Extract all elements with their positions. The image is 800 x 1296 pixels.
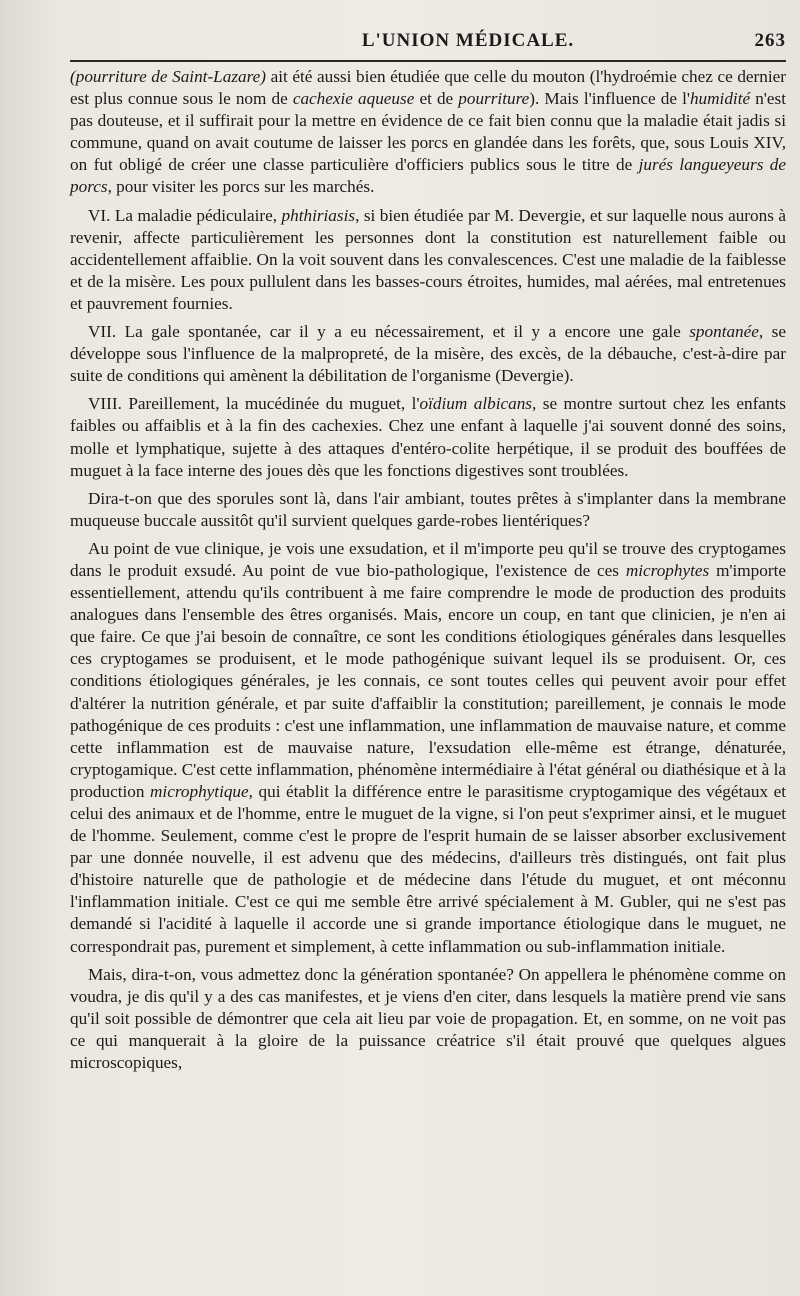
italic-run: oïdium albicans: [419, 394, 532, 414]
italic-run: phthiriasis: [281, 205, 356, 225]
paragraph-final: [70, 964, 786, 1074]
text-run: m'importe essentiellement, attendu qu'ils contribuent à me faire comprendre le mode de production des produits analogues dans l'ensemble des êtres organisés. Mais, encore un coup, en tant que clinicien, je n'en ai que faire. Ce que j'ai besoin de connaître, ce sont les conditions étiologiques générales dans lesquelles ces cryptogames se produisent, et le mode pathogénique suivant lequel ils se produisent. Or, ces conditions étiologiques générales, je les connais, ce sont toutes celles qui peuvent avoir pour effet d'altérer la nutrition générale, et par suite d'affaiblir la constitution; pareillement, je connais le mode pathogénique de ces produits : c'est une inflammation, une inflammation de mauvaise nature, et comme cette inflammation est de mauvaise nature, l'exsudation elle-même est étrange, dénaturée, cryptogamique. C'est cette inflammation, phénomène intermédiaire à l'état général ou diathésique et à la production: [70, 560, 786, 801]
journal-title: L'UNION MÉDICALE.: [361, 30, 575, 51]
italic-run: pourriture: [458, 89, 530, 109]
paragraph-question: [70, 488, 786, 532]
italic-run: microphytique: [150, 781, 249, 801]
text-run: , se développe sous l'influence de la malpropreté, de la misère, des excès, de la débauche, c'est-à-dire par suite de conditions qui amènent la débilitation de l'organisme (Devergie).: [70, 322, 786, 386]
italic-run: spontanée: [689, 322, 759, 342]
text-run: , qui établit la différence entre le parasitisme cryptogamique des végétaux et celui des animaux et de l'homme, entre le muguet de la vigne, si l'on peut s'exprimer ainsi, et le muguet de l'homme. Seulement, comme c'est le propre de l'esprit humain de se laisser absorber exclusivement par une donnée nouvelle, il est advenu que des médecins, d'ailleurs très distingués, ont fait plus d'histoire naturelle que de pathologie et de médecine dans l'étude du muguet, et ont méconnu l'inflammation initiale. C'est ce qui me semble être arrivé spécialement à M. Gubler, qui ne s'est pas demandé si l'acidité à laquelle il accorde une si grande importance étiologique dans le muguet, ne correspondrait pas, purement et simplement, à cette inflammation ou sub-inflammation initiale.: [70, 781, 786, 956]
italic-run: microphytes: [625, 560, 710, 580]
text-run: n'est pas douteuse, et il suffirait pour la mettre en évidence de ce fait bien connu que la maladie était jadis si commune, quand on avait coutume de laisser les porcs en glandée dans les forêts, que, sous Louis XIV, on fut obligé de créer une classe particulière d'officiers publics sous le titre de: [70, 89, 786, 175]
text-run: Dira-t-on que des sporules sont là, dans l'air ambiant, toutes prêtes à s'implanter dans la membrane muqueuse buccale aussitôt qu'il survient quelques garde-robes lientériques?: [70, 488, 786, 530]
italic-run: (pourriture de Saint-Lazare): [70, 67, 267, 86]
text-run: , se montre surtout chez les enfants faibles ou affaiblis et à la fin des cachexies. Chez une enfant à laquelle j'ai souvent donné des soins, molle et lymphatique, sujette à des attaques d'entéro-colite herpétique, il se produit des bouffées de muguet à la face interne des joues dès que les fonctions digestives sont troublées.: [70, 394, 786, 480]
italic-run: jurés langueyeurs de porcs: [70, 155, 787, 197]
text-run: ait été aussi bien étudiée que celle du mouton (l'hydroémie chez ce dernier est plus connue sous le nom de: [70, 67, 786, 109]
text-run: ). Mais l'influence de l': [529, 89, 690, 109]
paragraph-vii: [70, 321, 786, 387]
text-run: VII. La gale spontanée, car il y a eu nécessairement, et il y a encore une gale: [88, 322, 690, 342]
running-head: [70, 26, 786, 58]
paragraph-continuation: [70, 66, 786, 199]
header-rule: [70, 60, 786, 62]
text-run: Au point de vue clinique, je vois une exsudation, et il m'importe peu qu'il se trouve des cryptogames dans le produit exsudé. Au point de vue bio-pathologique, l'existence de ces: [70, 538, 786, 580]
text-run: VI. La maladie pédiculaire,: [88, 205, 282, 225]
paragraph-vi: [70, 205, 786, 315]
paragraph-viii: [70, 393, 786, 481]
text-run: et de: [414, 89, 459, 109]
text-run: , pour visiter les porcs sur les marchés.: [107, 177, 375, 197]
text-run: VIII. Pareillement, la mucédinée du muguet, l': [88, 394, 420, 414]
text-run: Mais, dira-t-on, vous admettez donc la génération spontanée? On appellera le phénomène comme on voudra, je dis qu'il y a des cas manifestes, et je viens d'en citer, dans lesquels la matière prend vie sans qu'il soit possible de démontrer que cela ait lieu par voie de propagation. Et, en somme, on ne voit pas ce qui manquerait à la gloire de la puissance créatrice s'il était prouvé que quelques algues microscopiques,: [70, 964, 786, 1073]
page-number: 263: [754, 30, 786, 51]
italic-run: humidité: [689, 89, 751, 109]
text-column: [70, 66, 786, 1074]
text-run: , si bien étudiée par M. Devergie, et sur laquelle nous aurons à revenir, affecte particulièrement les personnes dont la constitution est naturellement faible ou accidentellement affaiblie. On la voit souvent dans les convalescences. C'est une maladie de la faiblesse et de la misère. Les poux pullulent dans les basses-cours étroites, humides, mal aérées, mal entretenues et pauvrement fournies.: [70, 205, 786, 313]
italic-run: cachexie aqueuse: [292, 89, 415, 109]
paragraph-clinique: [70, 538, 786, 958]
